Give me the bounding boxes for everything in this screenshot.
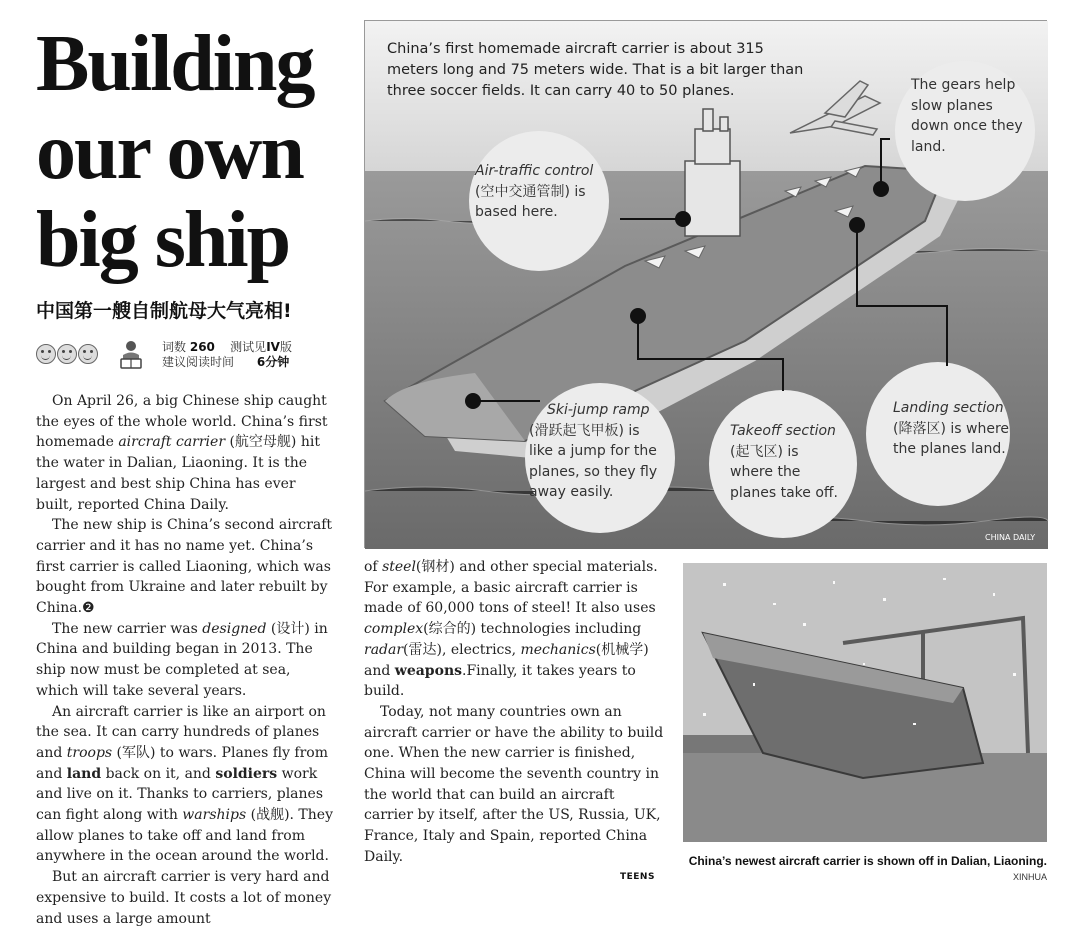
text-run: .	[462, 662, 467, 679]
vocab-term: designed	[202, 620, 267, 637]
article-paragraph	[36, 619, 336, 702]
article-paragraph	[36, 867, 336, 929]
landing-callout	[893, 398, 1011, 460]
text-run: (钢材) and other special materials. For example, a basic aircraft carrier is made of 60,000 tons of steel! It also uses	[364, 559, 658, 617]
text-run: An aircraft carrier is like an airport on the sea. It can carry hundreds of planes and	[36, 703, 326, 761]
text-run: On April 26, a big Chinese ship caught the eyes of the whole world. China’s first homemade	[36, 393, 328, 451]
reading-time-label: 建议阅读时间	[162, 355, 235, 369]
vocab-term: troops	[66, 744, 113, 761]
test-label: 测试见	[230, 340, 267, 354]
headline	[36, 20, 356, 284]
article-paragraph	[36, 391, 336, 515]
article-paragraph	[36, 702, 336, 868]
article-paragraph-continued	[364, 557, 664, 702]
text-run: (综合的) technologies including	[423, 621, 642, 638]
photo-caption: China’s newest aircraft carrier is shown off in Dalian, Liaoning.	[688, 854, 1047, 868]
article-column-1	[36, 391, 336, 929]
carrier-infographic	[364, 20, 1047, 548]
chinese-subtitle: 中国第一艘自制航母大气亮相!	[36, 300, 292, 322]
photo-credit: XINHUA	[1012, 872, 1047, 882]
keyword: land	[66, 765, 102, 782]
word-count-label: 词数	[162, 340, 187, 354]
text-run: (雷达), electrics,	[403, 641, 521, 658]
text-run: But an aircraft carrier is very hard and expensive to build. It costs a lot of money and uses a large amount	[36, 869, 332, 927]
text-run: (战舰). They allow planes to take off and land from anywhere in the ocean around the world.	[36, 807, 333, 865]
headline-line-3: big ship	[36, 196, 290, 284]
text-run: work and live on it. Thanks to carriers, planes can fight along with	[36, 765, 323, 824]
text-run: of	[364, 559, 383, 575]
test-page: IV	[266, 340, 280, 354]
keyword: weapons	[394, 662, 462, 679]
test-suffix: 版	[279, 340, 292, 354]
text-run: (军队) to wars. Planes fly from and	[36, 744, 329, 782]
ski-jump-text: (滑跃起飞甲板) is like a jump for the planes, so they fly away easily.	[529, 422, 658, 500]
keyword: soldiers	[215, 765, 278, 782]
vocab-term: warships	[182, 807, 247, 824]
air-traffic-control-text: (空中交通管制) is based here.	[475, 183, 586, 220]
text-run: The new ship is China’s second aircraft carrier and it has no name yet. China’s first carrier is called Liaoning, which was bought from Ukraine and later rebuilt by China.	[36, 517, 333, 617]
headline-line-2: our own	[36, 108, 303, 196]
word-count: 260	[189, 340, 215, 354]
vocab-term: complex	[364, 621, 424, 638]
text-run: back on it, and	[101, 765, 216, 782]
headline-line-1: Building	[36, 20, 314, 108]
text-run: ❷	[82, 600, 95, 617]
takeoff-text: (起飞区) is where the planes take off.	[730, 443, 838, 501]
carrier-photo	[683, 563, 1047, 842]
article-paragraph-continued	[364, 702, 664, 868]
takeoff-callout	[730, 421, 845, 503]
ski-jump-callout	[529, 400, 664, 503]
smiley-face-icon	[57, 344, 77, 364]
takeoff-term: Takeoff section	[730, 423, 836, 439]
section-tag: TEENS	[620, 872, 655, 882]
person-reading-icon	[120, 340, 142, 370]
infographic-credit: CHINA DAILY	[985, 533, 1036, 542]
landing-term: Landing section	[893, 400, 1004, 416]
article-column-2	[364, 557, 664, 868]
reading-time: 6分钟	[256, 355, 290, 369]
landing-text: (降落区) is where the planes land.	[893, 420, 1010, 457]
text-run: Today, not many countries own an aircraft carrier or have the ability to build one. When the new carrier is finished, China will become the seventh country in the world that can build an aircraft carrier by itself, after the US, Russia, UK, France, Italy and Spain, reported China Daily.	[364, 703, 664, 865]
meta-text	[162, 340, 292, 370]
smiley-face-icon	[36, 344, 56, 364]
text-run: (航空母舰) hit the water in Dalian, Liaoning. It is the largest and best ship China has ever built, reported China Daily.	[36, 434, 320, 513]
carrier-launch-photo	[683, 563, 1047, 842]
ski-jump-term: Ski-jump ramp	[547, 402, 650, 418]
air-traffic-control-term: Air-traffic control	[475, 163, 594, 179]
vocab-term: steel	[382, 559, 416, 575]
text-run: The new carrier was	[52, 620, 203, 637]
air-traffic-control-callout	[475, 161, 605, 223]
article-paragraph	[36, 515, 336, 619]
text-run: Finally, it takes years to build.	[364, 662, 636, 700]
gears-callout: The gears help slow planes down once they land.	[911, 77, 1023, 155]
text-run: (设计) in China and building began in 2013. The ship now must be completed at sea, which will take several years.	[36, 620, 328, 699]
vocab-term: mechanics	[520, 641, 596, 658]
intro-callout: China’s first homemade aircraft carrier is about 315 meters long and 75 meters wide. That is a bit larger than three soccer fields. It can carry 40 to 50 planes.	[387, 41, 804, 99]
vocab-term: aircraft carrier	[118, 434, 226, 451]
reading-meta	[36, 340, 336, 372]
text-run: (机械学) and	[364, 641, 649, 679]
vocab-term: radar	[364, 641, 404, 658]
smiley-face-icon	[78, 344, 98, 364]
